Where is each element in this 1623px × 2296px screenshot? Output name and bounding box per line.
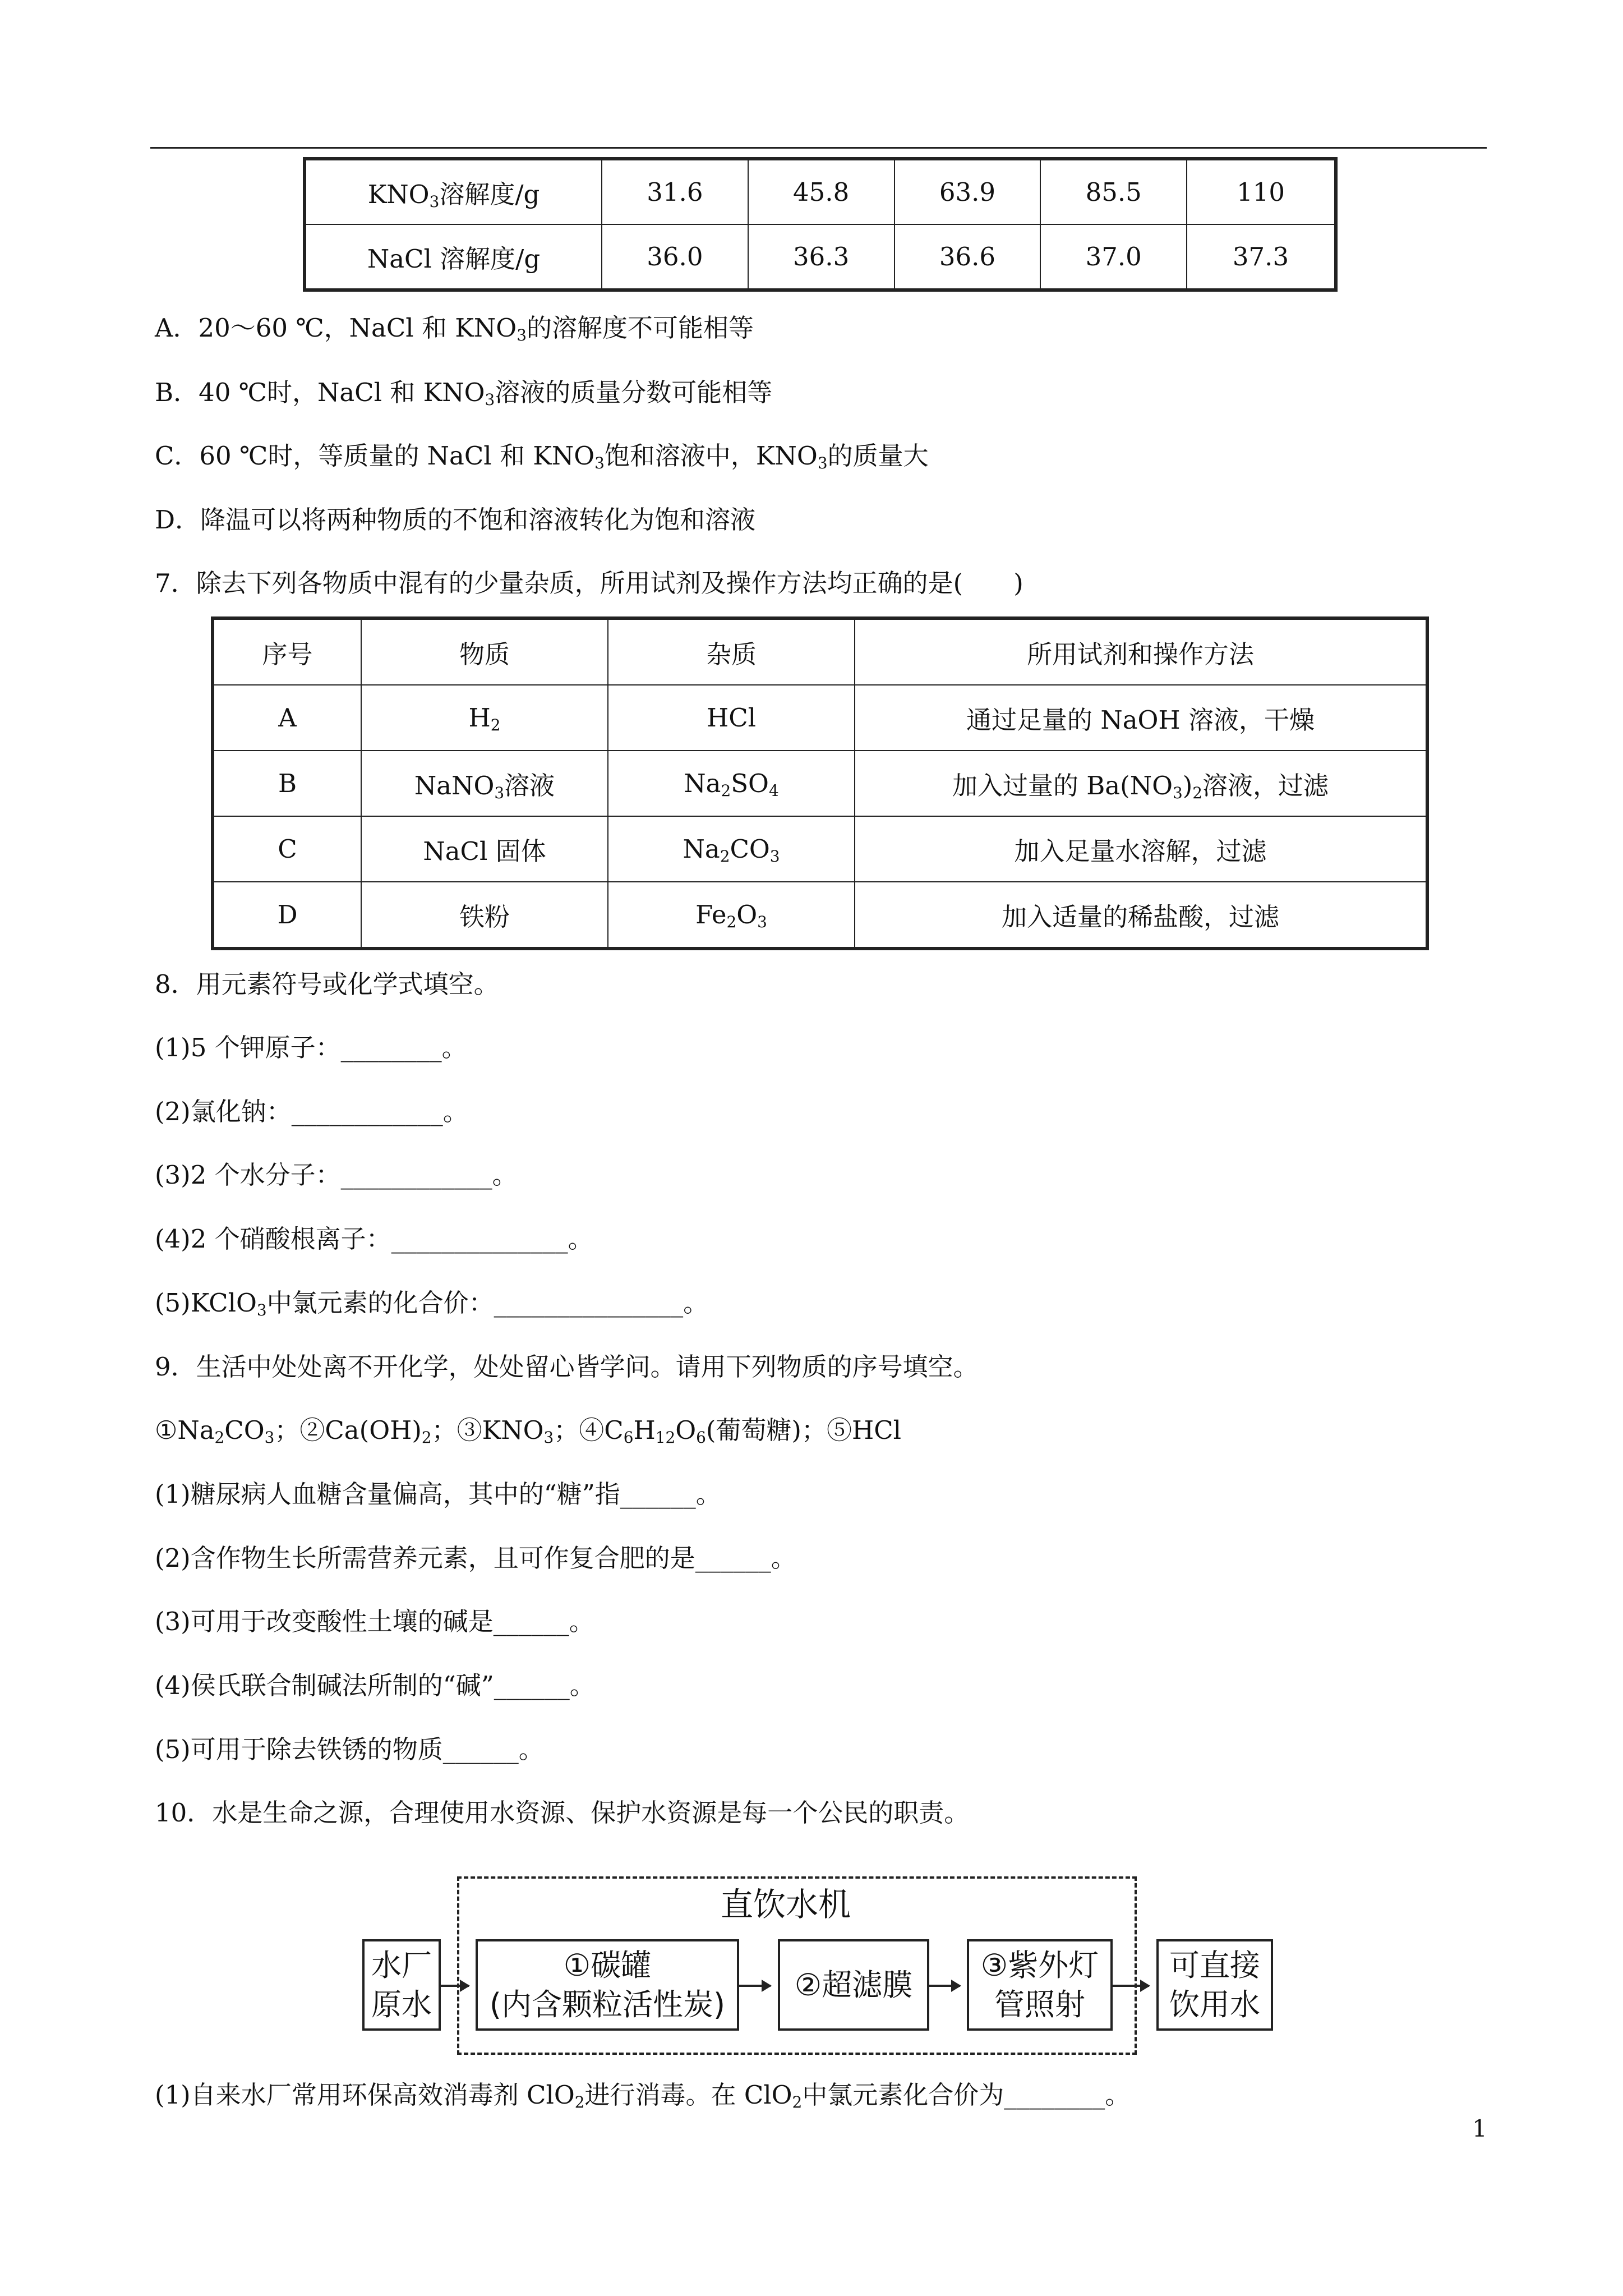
question-10-item-1: (1)自来水厂常用环保高效消毒剂 ClO$_2$进行消毒。在 ClO$_2$中氯元素化合价为________。 — [155, 2080, 1131, 2111]
source-water-box: 水厂 原水 — [362, 1939, 441, 2031]
table-cell: $H_2$ — [361, 685, 608, 751]
table-row — [305, 159, 1336, 224]
table-cell: 37.0 — [1040, 224, 1187, 290]
table-cell: 加入过量的 $Ba(NO_3)_2$溶液，过滤 — [855, 751, 1427, 816]
row-label: $KNO_3$溶解度/g — [305, 159, 602, 224]
table-cell: A — [213, 685, 361, 751]
page-number: 1 — [1472, 2115, 1487, 2142]
water-machine-title: 直饮水机 — [721, 1885, 851, 1924]
table-row — [213, 816, 1427, 882]
question-9-item-2: (2)含作物生长所需营养元素，且可作复合肥的是______。 — [155, 1543, 796, 1573]
question-9-item-3: (3)可用于改变酸性土壤的碱是______。 — [155, 1607, 594, 1636]
table-cell: NaNO$_3$溶液 — [361, 751, 608, 816]
table-cell: $Na_2SO_4$ — [608, 751, 855, 816]
table-cell: D — [213, 882, 361, 949]
option-a: A．20～60 ℃，NaCl 和 $KNO_3$的溶解度不可能相等 — [155, 313, 754, 344]
table-cell: 63.9 — [895, 159, 1041, 224]
question-8-stem: 8．用元素符号或化学式填空。 — [155, 969, 499, 999]
table-cell: 37.3 — [1187, 224, 1336, 290]
option-b: B．40 ℃时，NaCl 和 $KNO_3$溶液的质量分数可能相等 — [155, 378, 773, 409]
question-9-item-4: (4)侯氏联合制碱法所制的“碱”______。 — [155, 1671, 595, 1700]
flow-arrow — [929, 1985, 960, 1987]
question-8-item-1: (1)5 个钾原子：________。 — [155, 1033, 467, 1062]
table-cell: 110 — [1187, 159, 1336, 224]
option-c: C．60 ℃时，等质量的 NaCl 和 $KNO_3$饱和溶液中，$KNO_3$的质量大 — [155, 441, 929, 472]
table-cell: C — [213, 816, 361, 882]
table-cell: 铁粉 — [361, 882, 608, 949]
column-header: 杂质 — [608, 618, 855, 685]
table-cell: 加入足量水溶解，过滤 — [855, 816, 1427, 882]
impurity-table — [211, 616, 1429, 950]
table-cell: 31.6 — [602, 159, 748, 224]
column-header: 序号 — [213, 618, 361, 685]
row-label: NaCl 溶解度/g — [305, 224, 602, 290]
table-header-row — [213, 618, 1427, 685]
table-cell: 85.5 — [1040, 159, 1187, 224]
carbon-tank-box: ①碳罐 (内含颗粒活性炭) — [476, 1939, 739, 2031]
flow-arrow — [1113, 1985, 1149, 1987]
table-cell: 通过足量的 NaOH 溶液，干燥 — [855, 685, 1427, 751]
column-header: 所用试剂和操作方法 — [855, 618, 1427, 685]
question-7-stem: 7．除去下列各物质中混有的少量杂质，所用试剂及操作方法均正确的是( ) — [155, 568, 1023, 598]
table-cell: B — [213, 751, 361, 816]
question-9-item-1: (1)糖尿病人血糖含量偏高，其中的“糖”指______。 — [155, 1479, 721, 1509]
table-row — [305, 224, 1336, 290]
table-row — [213, 685, 1427, 751]
question-8-item-4: (4)2 个硝酸根离子：______________。 — [155, 1224, 593, 1254]
table-cell: 加入适量的稀盐酸，过滤 — [855, 882, 1427, 949]
table-cell: $Fe_2O_3$ — [608, 882, 855, 949]
table-cell: 45.8 — [748, 159, 895, 224]
column-header: 物质 — [361, 618, 608, 685]
table-cell: 36.3 — [748, 224, 895, 290]
question-9-substance-list: $①Na_2CO_3$；$②Ca(OH)_2$；$③KNO_3$；$④C_6H_{12}O_6$(葡萄糖)；⑤HCl — [155, 1415, 902, 1447]
table-cell: HCl — [608, 685, 855, 751]
table-row — [213, 882, 1427, 949]
question-8-item-3: (3)2 个水分子：____________。 — [155, 1160, 518, 1190]
header-rule — [150, 147, 1487, 149]
flow-arrow — [441, 1985, 469, 1987]
question-10-stem: 10．水是生命之源，合理使用水资源、保护水资源是每一个公民的职责。 — [155, 1798, 970, 1828]
ultrafiltration-box: ②超滤膜 — [778, 1939, 929, 2031]
option-d: D．降温可以将两种物质的不饱和溶液转化为饱和溶液 — [155, 505, 756, 535]
table-row — [213, 751, 1427, 816]
table-cell: $Na_2CO_3$ — [608, 816, 855, 882]
table-cell: 36.0 — [602, 224, 748, 290]
question-8-item-5: (5)KClO$_3$中氯元素的化合价：_______________。 — [155, 1288, 709, 1319]
uv-lamp-box: ③紫外灯 管照射 — [967, 1939, 1113, 2031]
question-9-stem: 9．生活中处处离不开化学，处处留心皆学问。请用下列物质的序号填空。 — [155, 1352, 979, 1382]
drinking-water-box: 可直接 饮用水 — [1156, 1939, 1273, 2031]
flow-arrow — [739, 1985, 771, 1987]
question-8-item-2: (2)氯化钠：____________。 — [155, 1097, 468, 1126]
question-9-item-5: (5)可用于除去铁锈的物质______。 — [155, 1734, 544, 1764]
table-cell: NaCl 固体 — [361, 816, 608, 882]
solubility-table — [303, 157, 1338, 292]
table-cell: 36.6 — [895, 224, 1041, 290]
